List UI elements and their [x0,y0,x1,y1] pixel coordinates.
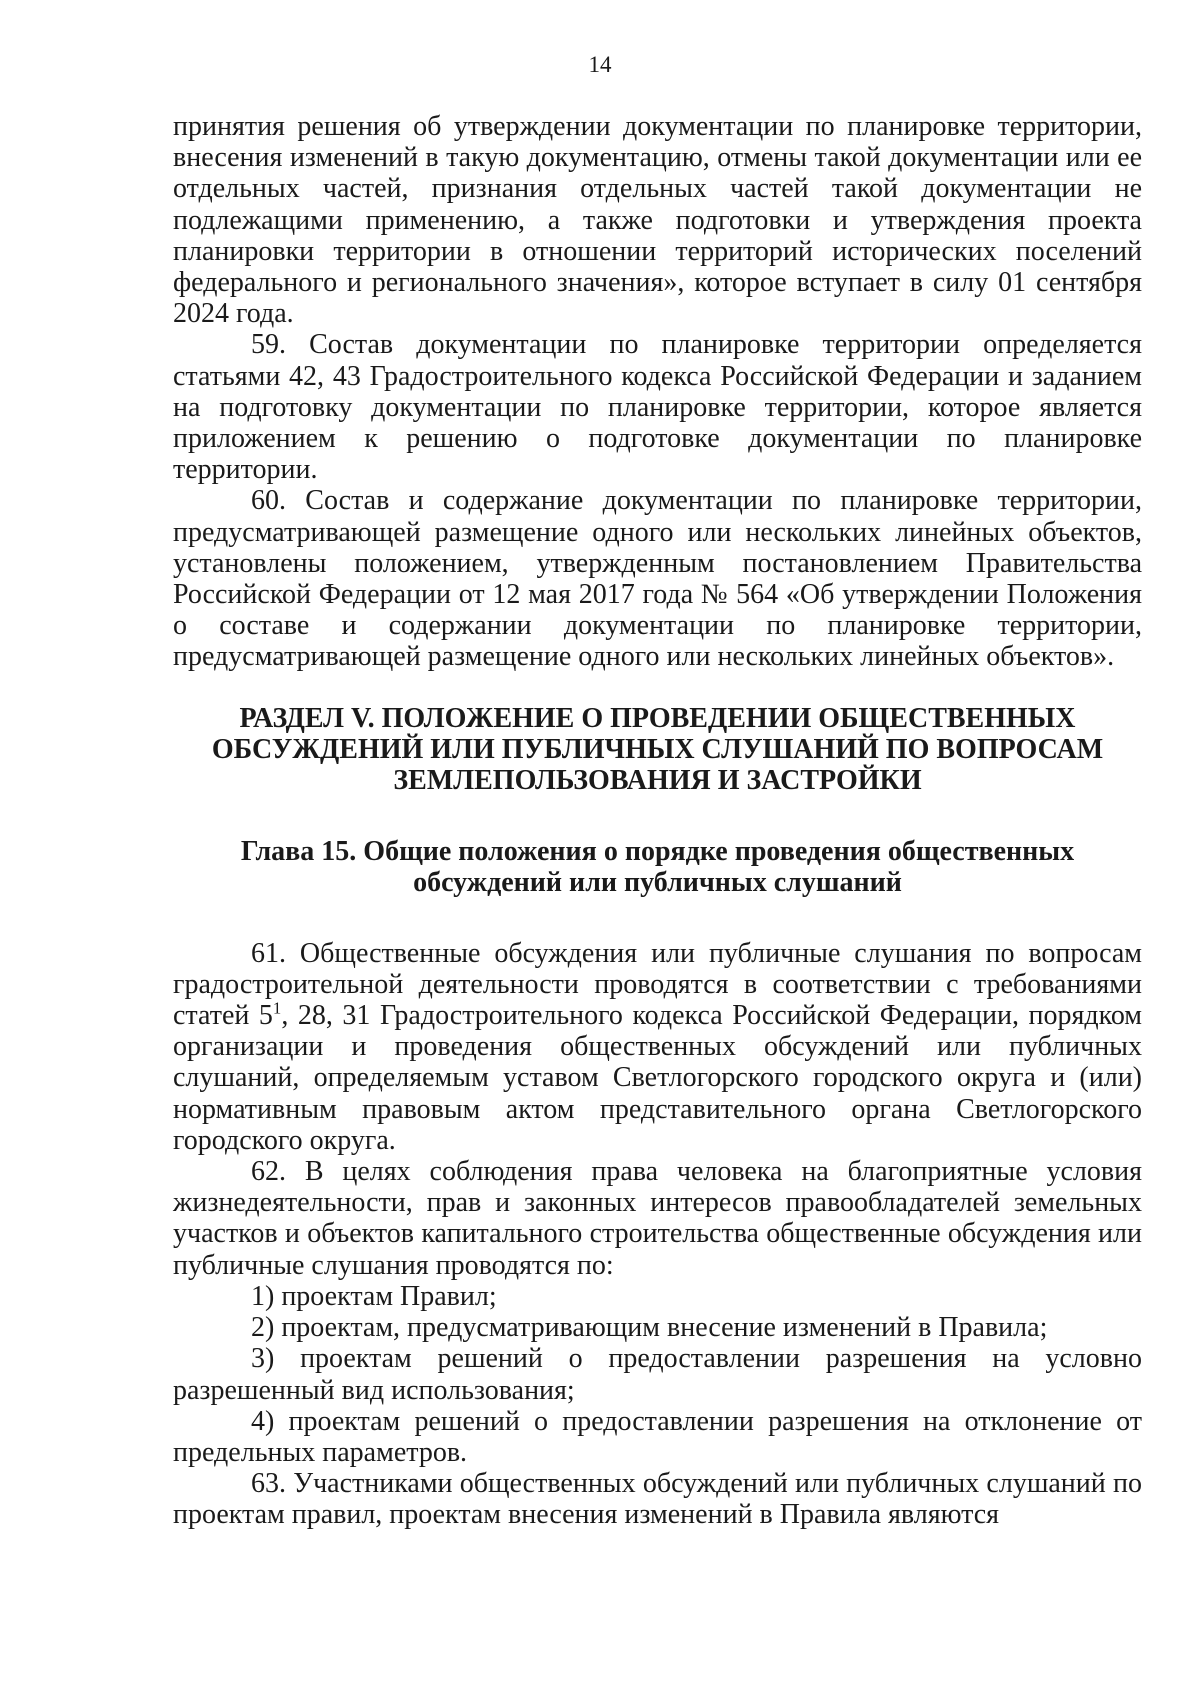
spacer [173,673,1142,703]
paragraph-59: 59. Состав документации по планировке территории определяется статьями 42, 43 Градостроительного кодекса Российской Федерации и заданием на подготовку документации по планировке территории, которое является приложением к решению о подготовке документации по планировке территории. [173,329,1142,486]
spacer [173,898,1142,938]
paragraph-61-text-b: , 28, 31 Градостроительного кодекса Российской Федерации, порядком организации и проведения общественных обсуждений или публичных слушаний, определяемым уставом Светлогорского городского округа и (или) нормативным правовым актом представительного органа Светлогорского городского округа. [173,1000,1142,1156]
chapter-title-line: Глава 15. Общие положения о порядке проведения общественных [240,835,1075,867]
spacer [173,796,1142,836]
section-title-line: ЗЕМЛЕПОЛЬЗОВАНИЯ И ЗАСТРОЙКИ [393,764,922,796]
superscript: 1 [272,998,282,1018]
paragraph-60: 60. Состав и содержание документации по планировке территории, предусматривающей размещение одного или нескольких линейных объектов, установлены положением, утвержденным постановлением Правительства Российской Федерации от 12 мая 2017 года № 564 «Об утверждении Положения о составе и содержании документации по планировке территории, предусматривающей размещение одного или нескольких линейных объектов». [173,485,1142,673]
section-title-line: ОБСУЖДЕНИЙ ИЛИ ПУБЛИЧНЫХ СЛУШАНИЙ ПО ВОПРОСАМ [211,733,1104,765]
chapter-title [173,836,1142,898]
list-item-4: 4) проектам решений о предоставлении разрешения на отклонение от предельных параметров. [173,1405,1142,1468]
chapter-title-line: обсуждений или публичных слушаний [413,866,902,898]
list-item-3: 3) проектам решений о предоставлении разрешения на условно разрешенный вид использования; [173,1343,1142,1406]
paragraph-63: 63. Участниками общественных обсуждений или публичных слушаний по проектам правил, проектам внесения изменений в Правила являются [173,1468,1142,1531]
list-item-2: 2) проектам, предусматривающим внесение изменений в Правила; [251,1312,1048,1344]
paragraph-62: 62. В целях соблюдения права человека на благоприятные условия жизнедеятельности, прав и законных интересов правообладателей земельных участков и объектов капитального строительства общественные обсуждения или публичные слушания проводятся по: [173,1156,1142,1281]
page-number: 14 [588,52,612,77]
section-title [173,703,1142,796]
document-body [173,111,1142,1531]
section-title-line: РАЗДЕЛ V. ПОЛОЖЕНИЕ О ПРОВЕДЕНИИ ОБЩЕСТВЕННЫХ [239,702,1076,734]
list-item-1: 1) проектам Правил; [251,1280,497,1312]
paragraph-continuation: принятия решения об утверждении документации по планировке территории, внесения изменений в такую документацию, отмены такой документации или ее отдельных частей, признания отдельных частей такой документации не подлежащими применению, а также подготовки и утверждения проекта планировки территории в отношении территорий исторических поселений федерального и регионального значения», которое вступает в силу 01 сентября 2024 года. [173,111,1142,330]
paragraph-61 [173,938,1142,1156]
paragraph-61-text-a: 61. Общественные обсуждения или публичные слушания по вопросам градостроительной деятельности проводятся в соответствии с требованиями статей 5 [173,937,1142,1032]
